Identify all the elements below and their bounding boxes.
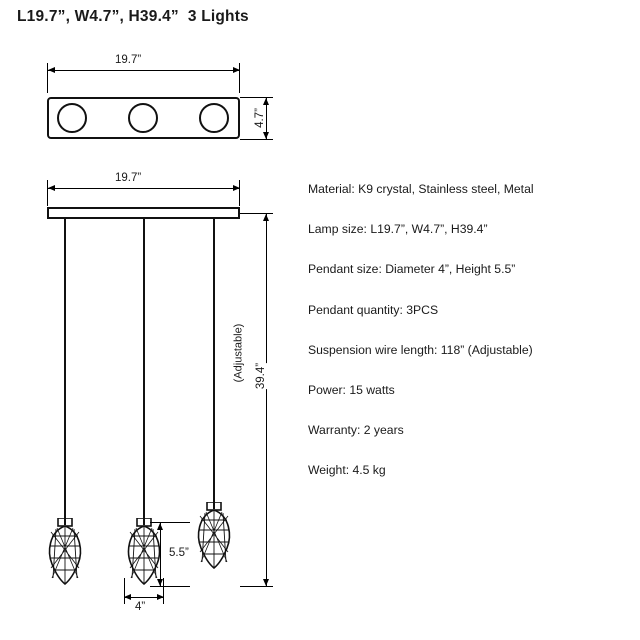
suspension-wire-1 [64, 219, 66, 525]
spec-pendant-quantity: Pendant quantity: 3PCS [308, 302, 439, 317]
pendant-light-3 [194, 502, 234, 570]
suspension-wire-2 [143, 219, 145, 525]
front-view-height-extension-bottom [240, 586, 273, 587]
top-view-depth-arrow-up [263, 98, 269, 105]
top-view-light-3 [199, 103, 229, 133]
spec-lamp-size: Lamp size: L19.7”, W4.7”, H39.4” [308, 222, 488, 237]
pendant-diameter-extension-right [163, 578, 164, 604]
front-view-height-label: 39.4” [255, 362, 268, 390]
suspension-wire-3 [213, 219, 215, 509]
front-view-width-arrow-right [233, 185, 240, 191]
spec-power: Power: 15 watts [308, 383, 395, 398]
pendant-height-extension-bottom [150, 586, 190, 587]
pendant-diameter-extension-left [124, 578, 125, 604]
front-view-height-arrow-down [263, 579, 269, 586]
top-view-light-2 [128, 103, 158, 133]
front-view-height-dimension-line [266, 213, 267, 586]
pendant-height-arrow-down [157, 579, 163, 586]
pendant-diameter-arrow-right [157, 594, 164, 600]
front-view-height-arrow-up [263, 214, 269, 221]
front-view-height-adjustable-note: (Adjustable) [232, 323, 245, 383]
top-view-width-label: 19.7” [112, 54, 144, 66]
top-view-depth-arrow-down [263, 132, 269, 139]
spec-weight: Weight: 4.5 kg [308, 463, 386, 478]
top-view-light-1 [57, 103, 87, 133]
pendant-diameter-label: 4” [132, 601, 148, 613]
pendant-light-1 [45, 518, 85, 586]
spec-material: Material: K9 crystal, Stainless steel, Metal [308, 182, 534, 196]
front-view-canopy [47, 207, 240, 219]
specification-list [308, 183, 618, 505]
page-title: L19.7”, W4.7”, H39.4” 3 Lights [17, 8, 249, 25]
spec-warranty: Warranty: 2 years [308, 423, 404, 438]
top-view-width-arrow-right [233, 67, 240, 73]
front-view-width-label: 19.7” [112, 172, 144, 184]
pendant-height-arrow-up [157, 523, 163, 530]
pendant-height-dimension-line [160, 522, 161, 586]
front-view-width-dimension-line [47, 188, 240, 189]
top-view-width-dimension-line [47, 70, 240, 71]
spec-pendant-size: Pendant size: Diameter 4”, Height 5.5” [308, 262, 516, 277]
top-view-depth-extension-bottom [240, 139, 273, 140]
top-view-width-arrow-left [48, 67, 55, 73]
spec-suspension-wire-length: Suspension wire length: 118” (Adjustable) [308, 342, 533, 357]
pendant-height-label: 5.5” [166, 547, 192, 559]
front-view-width-arrow-left [48, 185, 55, 191]
pendant-diameter-arrow-left [124, 594, 131, 600]
top-view-depth-label: 4.7” [253, 108, 266, 128]
